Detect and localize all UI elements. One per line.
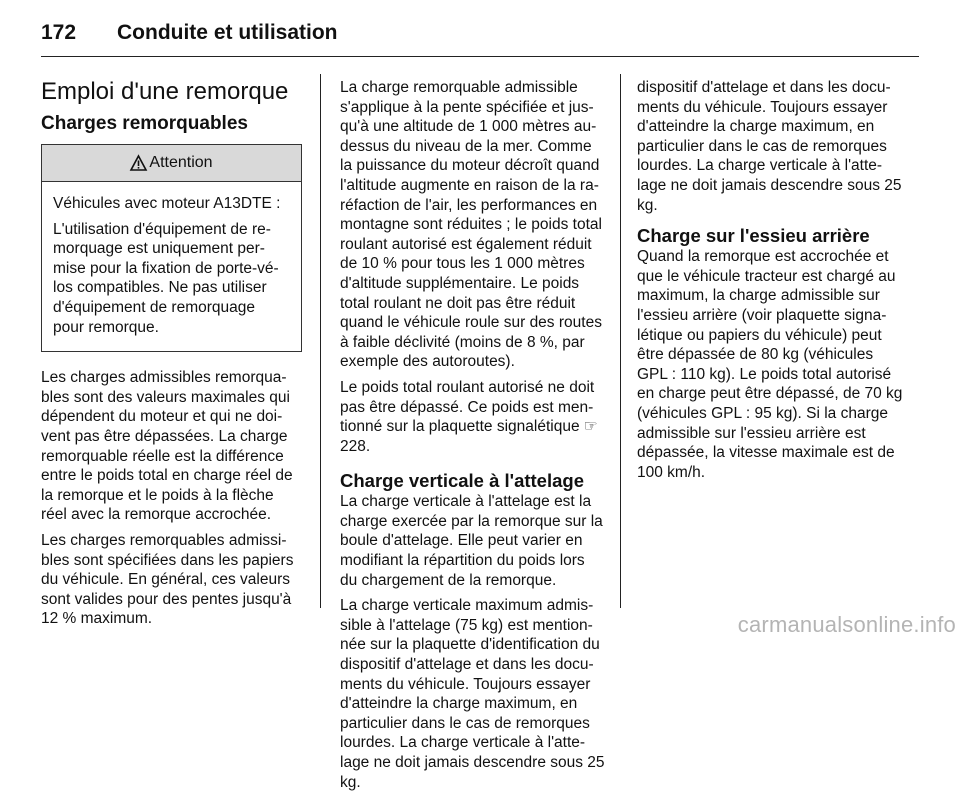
subsection-title: Charges remorquables xyxy=(41,113,248,134)
attention-box xyxy=(41,144,302,352)
header-divider xyxy=(41,56,919,57)
body-paragraph-continued: dispositif d'attelage et dans les docu-ments du véhicule. Toujours essayer d'atteindre la charge maximum, en particulier dans le cas de remorques lourdes. La charge verticale à l'atte-lage ne doit jamais descendre sous 25 kg. xyxy=(637,79,902,214)
column-1 xyxy=(41,72,303,635)
running-title: Conduite et utilisation xyxy=(117,21,338,44)
body-paragraph: La charge verticale à l'attelage est la charge exercée par la remorque sur la boule d'attelage. Elle peut varier en modifiant la répartition du poids lors du chargement de la remorque. xyxy=(340,493,603,589)
watermark: carmanualsonline.info xyxy=(737,612,956,637)
warning-triangle-icon xyxy=(130,155,147,171)
attention-label: Attention xyxy=(149,154,213,172)
body-paragraph: Le poids total roulant autorisé ne doit pas être dépassé. Ce poids est men-tionné sur la plaquette signalétique ☞ 228. xyxy=(340,378,598,455)
body-paragraph: Les charges admissibles remorqua-bles sont des valeurs maximales qui dépendent du moteur et qui ne doi-vent pas être dépassées. La charge remorquable réelle est la différence entre le poids total en charge réel de la remorque et le poids à la flèche réel avec la remorque accrochée. xyxy=(41,369,293,524)
rear-axle-title: Charge sur l'essieu arrière xyxy=(637,225,870,247)
attention-paragraph: L'utilisation d'équipement de re-morquage est uniquement per-mise pour la fixation de porte-vé-los compatibles. Ne pas utiliser d'équipement de remorquage pour remorque. xyxy=(53,220,279,336)
column-2 xyxy=(340,78,605,791)
column-3 xyxy=(637,78,903,488)
section-title: Emploi d'une remorque xyxy=(41,78,289,105)
body-paragraph: La charge verticale maximum admis-sible à l'attelage (75 kg) est mention-née sur la plaquette d'identification du dispositif d'attelage et dans les docu-ments du véhicule. Toujours essayer d'atteindre la charge maximum, en particulier dans le cas de remorques lourdes. La charge verticale à l'atte-lage ne doit jamais descendre sous 25 kg. xyxy=(340,597,605,791)
attention-paragraph: Véhicules avec moteur A13DTE : xyxy=(53,195,281,212)
attention-body xyxy=(42,182,301,351)
body-paragraph: La charge remorquable admissible s'applique à la pente spécifiée et jus-qu'à une altitude de 1 000 mètres au-dessus du niveau de la mer. Comme la puissance du moteur décroît quand l'altitude augmente en raison de la ra-réfaction de l'air, les performances en montagne sont réduites ; le poids total roulant autorisé est également réduit de 10 % pour tous les 1 000 mètres d'altitude supplémentaire. Le poids total roulant ne doit pas être réduit quand le véhicule roule sur des routes à faible déclivité (moins de 8 %, par exemple des autoroutes). xyxy=(340,79,602,371)
column-divider xyxy=(320,74,321,608)
page-number: 172 xyxy=(41,21,77,44)
vertical-load-title: Charge verticale à l'attelage xyxy=(340,470,584,492)
body-paragraph: Quand la remorque est accrochée et que le véhicule tracteur est chargé au maximum, la charge admissible sur l'essieu arrière (voir plaquette signa-létique ou papiers du véhicule) peut être dépassée de 80 kg (véhicules GPL : 110 kg). Le poids total autorisé en charge peut être dépassé, de 70 kg (véhicules GPL : 95 kg). Si la charge admissible sur l'essieu arrière est dépassée, la vitesse maximale est de 100 km/h. xyxy=(637,248,903,481)
column-divider xyxy=(620,74,621,608)
body-paragraph: Les charges remorquables admissi-bles sont spécifiées dans les papiers du véhicule. En général, ces valeurs sont valides pour des pentes jusqu'à 12 % maximum. xyxy=(41,531,294,628)
attention-header xyxy=(42,145,301,182)
page-header xyxy=(41,12,919,52)
